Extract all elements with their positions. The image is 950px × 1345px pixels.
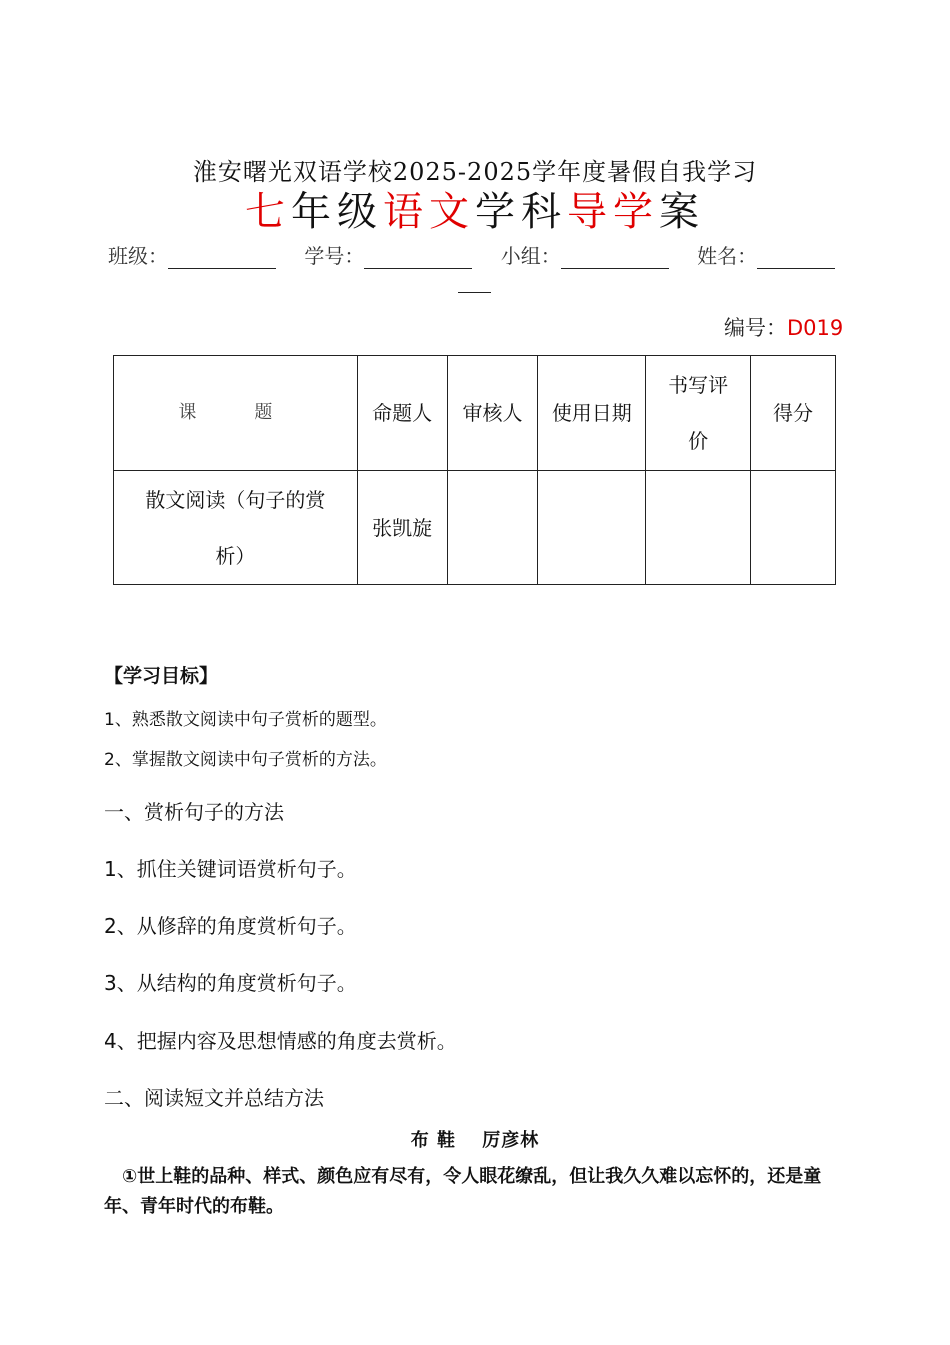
lesson-info-table (113, 355, 836, 585)
header-eval (646, 356, 751, 471)
objective-item-1: 1、熟悉散文阅读中句子赏析的题型。 (104, 710, 387, 730)
header-eval-line1: 书写评 (668, 373, 729, 397)
method-item-2: 2、从修辞的角度赏析句子。 (104, 914, 357, 938)
eval-cell[interactable] (646, 471, 751, 585)
title-part: 七 (245, 189, 291, 235)
group-blank[interactable] (561, 248, 669, 269)
title-part: 案 (659, 189, 705, 235)
method-item-1: 1、抓住关键词语赏析句子。 (104, 857, 357, 881)
method-item-3: 3、从结构的角度赏析句子。 (104, 971, 357, 995)
essay-paragraph-1: ①世上鞋的品种、样式、颜色应有尽有，令人眼花缭乱，但让我久久难以忘怀的，还是童年、青年时代的布鞋。 (104, 1166, 822, 1217)
name-field (697, 240, 835, 269)
header-date: 使用日期 (538, 356, 646, 471)
name-blank-continuation[interactable] (458, 272, 491, 293)
class-blank[interactable] (168, 248, 276, 269)
objectives-heading: 【学习目标】 (104, 665, 219, 687)
school-year-line: 淮安曙光双语学校2025-2025学年度暑假自我学习 (192, 158, 758, 186)
score-cell[interactable] (751, 471, 836, 585)
section2-heading: 二、阅读短文并总结方法 (104, 1086, 324, 1110)
table-header-row (114, 356, 836, 471)
header-eval-line2: 价 (688, 429, 709, 453)
class-field (108, 240, 276, 269)
topic-line1: 散文阅读（句子的赏 (145, 487, 326, 512)
topic-line2: 析） (215, 543, 256, 568)
header-score: 得分 (751, 356, 836, 471)
group-label: 小组： (500, 244, 561, 268)
topic-cell (114, 471, 358, 585)
student-info-line (108, 240, 835, 269)
date-cell[interactable] (538, 471, 646, 585)
essay-title: 布 鞋 厉彦林 (410, 1130, 540, 1151)
reviewer-cell[interactable] (447, 471, 538, 585)
name-label: 姓名： (697, 244, 758, 268)
header-reviewer: 审核人 (447, 356, 538, 471)
document-title (0, 186, 950, 238)
student-id-blank[interactable] (364, 248, 472, 269)
author-cell: 张凯旋 (357, 471, 447, 585)
title-part: 语文 (383, 189, 475, 235)
title-part: 学科 (475, 189, 567, 235)
header-author: 命题人 (357, 356, 447, 471)
header-topic: 课 题 (114, 356, 358, 471)
table-row (114, 471, 836, 585)
name-blank[interactable] (757, 248, 835, 269)
section1-heading: 一、赏析句子的方法 (104, 800, 284, 824)
title-part: 年级 (291, 189, 383, 235)
class-label: 班级： (108, 244, 168, 268)
objective-item-2: 2、掌握散文阅读中句子赏析的方法。 (104, 750, 387, 770)
student-id-field (304, 240, 472, 269)
title-part: 导学 (567, 189, 659, 235)
serial-code: D019 (787, 316, 844, 340)
method-item-4: 4、把握内容及思想情感的角度去赏析。 (104, 1029, 457, 1053)
group-field (501, 240, 669, 269)
serial-label: 编号： (724, 316, 787, 340)
student-id-label: 学号： (304, 244, 365, 268)
serial-number (724, 312, 843, 342)
